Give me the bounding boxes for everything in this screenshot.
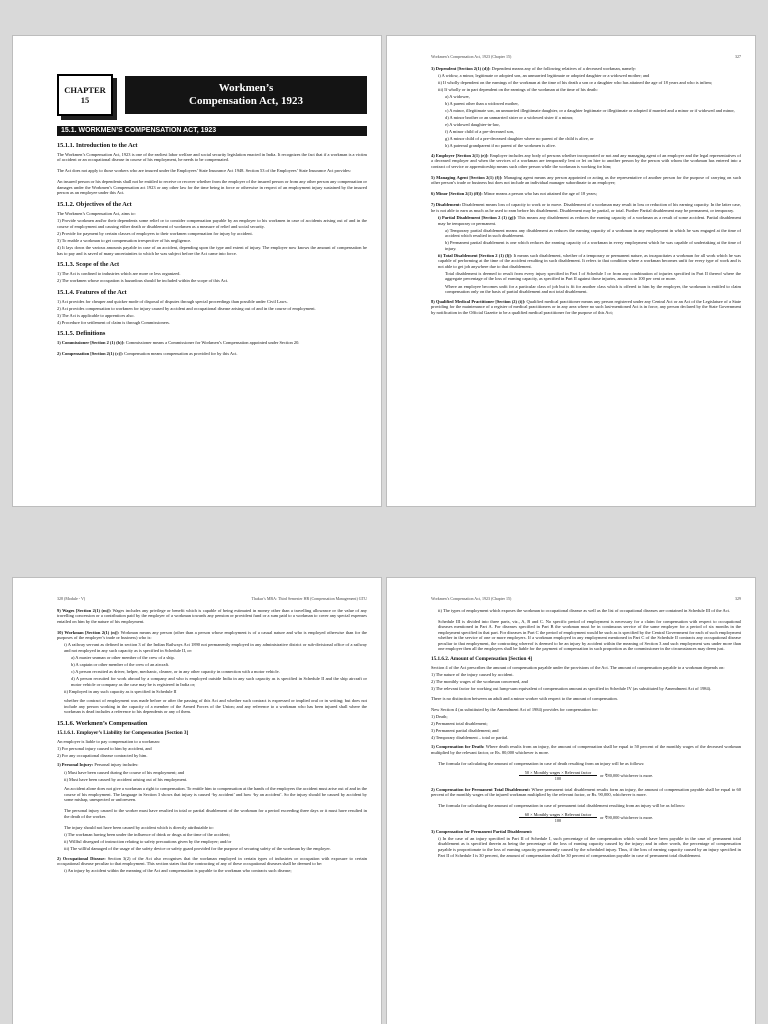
definition-text: Workman means any person (other than a person whose employment is of a casual nature and who is employed otherwise than for the purposes of the employer’s trade or business) who is: — [57, 629, 368, 641]
running-head-title: Workmen’s Compensation Act, 1923 (Chapter 15) — [431, 596, 512, 601]
paragraph: The Act does not apply to those workers who are insured under the Employees’ State Insurance Act 1948. Section 53 of the Employees’ State Insurance Act provides: — [57, 168, 351, 174]
running-head-title: Thakur’s MBA: Third Semester HR (Compensation Management) GTU — [251, 596, 367, 601]
page-number: 327 — [735, 54, 741, 59]
definition-text: Where permanent total disablement results form an injury, the amount of compensation payable shall be equal to 60 percent of the monthly wages of the injured workman multiplied by the relevant factor, or Rs. 90,000, whichever is more. — [431, 786, 741, 798]
definition-text: Compensation means compensation as provided for by this Act. — [123, 351, 238, 357]
ptd-formula — [431, 812, 741, 824]
definition-text: Managing agent means any person appointed or acting as the representative of another person for the purpose of carrying on such other person’s trade or business but does not include an individual manager subordinate to an employer; — [431, 174, 742, 186]
list-item: 2) For any occupational disease contracted by him. — [57, 752, 148, 758]
list-item: 2) Provide for payment by certain classes of employers to their workmen compensation for injury by accident. — [57, 230, 253, 236]
list-item: 2) The workmen whose occupation is hazardous should be included within the scope of this Act. — [57, 278, 229, 284]
page-4 — [387, 578, 755, 1024]
page-1-content — [57, 74, 367, 363]
list-item: 1) Act provides for cheaper and quicker mode of disposal of disputes through special proceedings than possible under Civil Laws. — [57, 298, 288, 304]
formula-tail: or ₹90,000 whichever is more. — [600, 815, 654, 821]
list-item: d) A person recruited for work abroad by a company and who is employed outside India in any such capacity as is specified in Schedule II and the ship aircraft or motor vehicle or company as the case may be is registered in India or; — [71, 676, 367, 687]
formula-fraction — [519, 812, 597, 824]
list-item: i) A widow, a minor, legitimate or adopted son, an unmarried legitimate or adopted daughter or a widowed mother; and — [438, 72, 650, 78]
heading-objectives: 15.1.2. Objectives of the Act — [57, 201, 132, 209]
formula-tail: or ₹80,000 whichever is more. — [600, 772, 654, 778]
definition — [431, 191, 741, 197]
page-4-content — [431, 596, 741, 860]
list-item: b) A parent other than a widowed mother, — [445, 100, 519, 106]
list-item: e) A widowed daughter-in-law, — [445, 121, 500, 127]
paragraph: The personal injury caused to the worker must have resulted in total or partial disablement of the workman for a period exceeding three days or it must have resulted in the death of the worker. — [64, 808, 367, 819]
definition-term: 2) Occupational Disease: — [57, 855, 106, 861]
definition — [431, 175, 741, 186]
definition-text: Dependent means any of the following relatives of a deceased workman, namely: — [490, 65, 637, 71]
list-item: 1) Death; — [431, 713, 448, 719]
list-item: i) Must have been caused during the course of his employment; and — [64, 769, 185, 775]
list-item: i) An injury by accident within the meaning of the Act and compensation is payable to the workman who contracts such disease; — [64, 868, 292, 874]
definition-term: 8) Qualified Medical Practitioner [Section (2) (i)]: — [431, 298, 526, 304]
list-item: a) Temporary partial disablement means any disablement as reduces the earning capacity of a workman in any employment in which he was engaged at the time of accident which resulted in such disablement. — [445, 227, 741, 239]
list-item: c) A minor, illegitimate son, an unmarried illegitimate daughter, or a daughter legitimate or illegitimate or adopted if married and a minor or if widowed and minor, — [445, 107, 735, 113]
paragraph: The Workmen’s Compensation Act, 1923 is one of the earliest labor welfare and social security legislation enacted in India. It recognizes the fact that if a workman is a victim of accident or an occupational disease in course of his employment, he needs to be compensated. — [57, 151, 367, 163]
paragraph: Schedule III is divided into three parts, viz., A, B and C. No specific period of employment is necessary for a claim for compensation with respect to occupational diseases mentioned in Part A. For diseases specified in Part B the workman must be in continuous service of the same employer for a period of six months in the employment specified in that part. For diseases in Part C the period of employment would be such as is specified by the Central Government for each of such employment whether in the service of one or more employers. If a workman employed in any employment mentioned in Part C of the Schedule II contracts any occupational disease peculiar to that employment, the contracting whereof is deemed to be an injury by accident within the meaning of Section 3 and such employment was under more than one employer then all the employers shall be liable for the payment of compensation in such proportion as the commissioner in the circumstances may deem just. — [438, 618, 741, 652]
chapter-title-line-1: Workmen’s — [218, 82, 274, 94]
list-item: 3) To enable a workman to get compensation irrespective of his negligence. — [57, 238, 192, 244]
definition — [431, 66, 741, 72]
list-item: 1) Provide workmen and/or their dependents some relief or to consider compensation payable by an employer to his workmen in case of accidents arising out of and in the course of employment and causing either death or disablement of workmen as a measure of relief and social security. — [57, 218, 367, 229]
list-item: f) A minor child of a pre-deceased son, — [445, 128, 515, 134]
definition — [57, 762, 367, 768]
page-2 — [387, 36, 755, 506]
list-intro: New Section 4 (as substituted by the Amendment Act of 1984) provides for compensation for: — [431, 706, 599, 712]
running-header — [431, 596, 741, 602]
list-intro: The injury should not have been caused by accident which is directly attributable to: — [64, 824, 214, 830]
list-item: iii) If wholly or in part dependent on the earnings of the workman at the time of his death: — [438, 86, 598, 92]
paragraph: An insured person or his dependents shall not be entitled to receive or recover whether from the employer of the insured person or from any other person any compensation or damages under the Workmen’s Compensation act 1923 or any other law for the time being in force or otherwise in respect of an employment injury sustained by the insured person as an employee under this Act. — [57, 179, 367, 196]
definition-text: Employer includes any body of persons whether incorporated or not and any managing agent of an employer and the legal representatives of a deceased employer and when the services of a workman are temporarily lent or let on hire to another person by the person with whom the workman has entered into a contract of service or apprenticeship means such other person while the workman is working for him; — [431, 152, 741, 169]
definition-text: Where death results from an injury, the amount of compensation shall be equal to 50 percent of the monthly wages of the deceased workman multiplied by the relevant factor, or Rs. 80,000 whichever is more. — [431, 744, 741, 755]
list-item: ii) Willful disregard of instruction relating to safety precautions given by the employer; and/or — [64, 838, 232, 844]
list-item: ii) Must have been caused by accident arising out of his employment. — [64, 776, 188, 782]
definition-term: 9) Wages [Section 2(1) (m)]: — [57, 607, 112, 613]
list-item: b) A captain or other member of the crew of an aircraft. — [71, 661, 170, 667]
definition-term: ii) Total Disablement [Section 2 (1) (l)]: — [438, 252, 513, 258]
definition — [57, 351, 367, 357]
heading-workmens-compensation: 15.1.6. Workmen’s Compensation — [57, 720, 148, 728]
list-item: 2) The monthly wages of the workman concerned, and — [431, 679, 528, 685]
definition-term: 5) Managing Agent [Section 2(1) (f)]: — [431, 174, 503, 180]
page-2-content — [431, 54, 741, 321]
list-item: 4) Temporary disablement – total or partial. — [431, 734, 509, 740]
paragraph: Where an employee becomes unfit for a particular class of job but is fit for another class which is offered to him by the employer, the workman is entitled to claim compensation only on the basis of partial disablement and not total disablement. — [445, 283, 741, 295]
definition-term: 7) Disablement: — [431, 202, 461, 208]
definition — [431, 153, 741, 170]
list-item: iii) The willful damaged of the usage of the safety device or safety guard provided for the purpose of securing safety of the workman by the employer. — [64, 846, 331, 851]
definition-term: 3) Dependent [Section 2(1) (d)]: — [431, 65, 491, 71]
definition — [431, 202, 741, 213]
definition-term: 1) Commissioner [Section 2 (1) (b)]: — [57, 340, 125, 346]
heading-scope: 15.1.3. Scope of the Act — [57, 261, 120, 269]
chapter-number: 15 — [80, 95, 90, 105]
definition-term — [431, 829, 741, 835]
list-item: 2) Permanent total disablement; — [431, 720, 488, 726]
list-item: 3) The relevant factor for working out lump-sum equivalent of compensation amount as specified in Schedule IV (as substituted by Amendment Act of 1984). — [431, 686, 712, 692]
sub-definition — [431, 253, 741, 270]
definition — [57, 630, 367, 641]
definition-text: Wages includes any privilege or benefit which is capable of being estimated in money other than a travelling allowance or the value of any travelling concession or a contribution paid by the employer of a workman towards any pension or provident fund or a sum paid to a workman to cover any special expenses entailed on him by the nature of his employment. — [57, 607, 367, 624]
page-3-content — [57, 596, 367, 875]
list-item: g) A minor child of a pre-deceased daughter where no parent of the child is alive, or — [445, 136, 594, 142]
formula-numerator: 60 × Monthly wages × Relevant factor — [519, 812, 597, 819]
heading-employer-liability: 15.1.6.1. Employer’s Liability for Compensation [Section 3] — [57, 730, 189, 737]
section-heading-bar: 15.1. WORKMEN’S COMPENSATION ACT, 1923 — [57, 126, 367, 136]
list-item: c) A person recruited as driver, helper, mechanic, cleaner, or in any other capacity in connection with a motor vehicle. — [71, 668, 280, 674]
list-item: 1) The Act is confined to industries which are more or less organized. — [57, 271, 181, 277]
list-item: i) The workman having been under the influence of drink or drugs at the time of the accident; — [64, 831, 230, 837]
chapter-badge — [57, 74, 113, 116]
definition-text: This means any disablement as reduces the earning capacity of a workman as a result of some accident. Partial disablement may be temporary or permanent. — [438, 214, 741, 226]
page-number: 328 (Module - V) — [57, 596, 86, 601]
list-item: 2) Act provides compensation to workmen for injury caused by accident and occupational disease arising out of and in the course of employment. — [57, 305, 316, 311]
definition-term: 4) Employer [Section 2(1) (e)]: — [431, 152, 489, 158]
list-item: 1) For personal injury caused to him by accident, and — [57, 745, 152, 751]
heading-definitions: 15.1.5. Definitions — [57, 330, 106, 338]
list-item: a) A master seaman or other member of the crew of a ship. — [71, 654, 175, 660]
list-item: b) Permanent partial disablement is one which reduces the earning capacity of a workman in every employment which he was capable of undertaking at the time of injury. — [445, 240, 741, 251]
formula-numerator: 50 × Monthly wages × Relevant factor — [519, 770, 597, 777]
paragraph: There is no distinction between an adult and a minor worker with respect to the amount of compensation. — [431, 695, 618, 701]
chapter-label: CHAPTER — [64, 85, 106, 95]
definition-text: Commissioner means a Commissioner for Workmen’s Compensation appointed under Section 20. — [124, 340, 300, 346]
definition-text: It means such disablement, whether of a temporary or permanent nature, as incapacitates a workman for all work which he was capable of performing at the time of the accident resulting in such disablement. It refers to that condition where a workman becomes unfit for every type of work and is not able to get job anywhere due to that disablement. — [438, 252, 741, 269]
list-intro: The Workmen’s Compensation Act, aims to: — [57, 211, 136, 217]
sub-definition — [431, 215, 741, 226]
definition — [431, 299, 741, 316]
chapter-header — [57, 74, 367, 116]
definition-text: Qualified medical practitioner means any person registered under any Central Act or an Act of the Legislature of a State providing for the maintenance of a register of medical practitioners or in any area where no such last-mentioned Act is in force, any person declared by the State Government by notification in the Official Gazette to be a qualified medical practitioner for the purpose of this Act; — [431, 298, 741, 315]
page-number: 329 — [735, 596, 741, 601]
definition-term: 1) Personal Injury: — [57, 762, 94, 768]
death-formula — [431, 770, 741, 782]
page-1 — [13, 36, 381, 506]
definition-term: 1) Compensation for Death: — [431, 744, 485, 750]
definition — [431, 744, 741, 755]
list-item: ii) The types of employment which exposes the workman to occupational disease as well as the list of occupational diseases are contained in Schedule III of the Act. — [438, 607, 730, 613]
running-header — [431, 54, 741, 60]
list-intro: An employer is liable to pay compensation to a workman: — [57, 738, 160, 744]
definition-term-text: 3) Compensation for Permanent Partial Disablement: — [431, 828, 533, 834]
paragraph: whether the contract of employment was made before or after the passing of this Act and whether such contract is expressed or implied oral or in writing; but does not include any person working in the capacity of a member of the Armed Forces of the Union; and any reference to a workman who has been injured shall where the workman is dead includes a reference to his dependents or any of them. — [64, 698, 367, 715]
chapter-title-line-2: Compensation Act, 1923 — [189, 95, 303, 107]
heading-features: 15.1.4. Features of the Act — [57, 288, 127, 296]
formula-fraction — [519, 770, 597, 782]
paragraph: Total disablement is deemed to result from every injury specified in Part I of Schedule I or from any combination of injuries specified in Part II thereof where the aggregate percentage of the loss of earning capacity, as specified in Part II against those injuries, amounts to 100 per cent or more. — [445, 270, 741, 282]
paragraph: The formula for calculating the amount of compensation in case of death resulting from an injury will be as follows: — [438, 760, 645, 766]
running-header — [57, 596, 367, 602]
definition — [57, 608, 367, 625]
heading-amount-of-compensation: 15.1.6.2. Amount of Compensation [Section 4] — [431, 656, 533, 663]
definition-term: 2) Compensation for Permanent Total Disablement: — [431, 786, 531, 792]
definition — [431, 787, 741, 798]
definition-term: i) Partial Disablement [Section 2 (1) (g)]: — [438, 214, 517, 220]
formula-row — [519, 770, 654, 782]
formula-denominator: 100 — [554, 776, 562, 782]
definition-text: Personal injury includes: — [93, 762, 139, 768]
list-item: a) A widower, — [445, 93, 470, 99]
list-item: 4) It lays down the various amounts payable in case of an accident, depending upon the type and extent of injury. The employer now knows the amount of compensation he has to pay and is saved of many uncertainties to which he was subject before the Act came into force. — [57, 245, 367, 256]
definition-text: Section 3(2) of the Act also recognises that the workman employed in certain types of industries or occupation with exposure to certain occupational disease peculiar to that employment. This section states that the contracting of any of these occupational diseases shall be deemed to be: — [57, 855, 367, 867]
definition-term: 2) Compensation [Section 2(1) (c)]: — [57, 351, 124, 357]
chapter-title — [125, 76, 367, 114]
definition-term: 10) Workman [Section 2(1) (n)]: — [57, 629, 120, 635]
definition-term: 6) Minor [Section 2(1) (ff)]: — [431, 191, 483, 197]
list-item: 3) Permanent partial disablement; and — [431, 727, 499, 733]
list-item: i) A railway servant as defined in section 3 of the Indian Railways Act 1890 not permanently employed in any administrative district or sub-divisional office of a railway and not employed in any such capacity as is specified in Schedule II, or: — [64, 642, 367, 653]
list-item: ii) If wholly dependent on the earnings of the workman at the time of his death a son or a daughter who has attained the age of 18 years and who is infirm; — [438, 79, 713, 85]
heading-introduction: 15.1.1. Introduction to the Act — [57, 141, 138, 149]
definition — [57, 856, 367, 867]
paragraph: Section 4 of the Act prescribes the amount of compensation payable under the provisions of the Act. The amount of compensation payable to a workman depends on: — [431, 664, 725, 670]
paragraph: The formula for calculating the amount of compensation in case of permanent total disablement resulting from an injury will be as follows: — [438, 803, 686, 809]
list-item: 3) The Act is applicable to apprentices also. — [57, 312, 135, 318]
definition — [57, 340, 367, 346]
running-head-title: Workmen’s Compensation Act, 1923 (Chapter 15) — [431, 54, 512, 59]
formula-denominator: 100 — [554, 818, 562, 824]
formula-row — [519, 812, 654, 824]
definition-text: Disablement means loss of capacity to work or to move. Disablement of a workman may result in loss or reduction of his earning capacity. In the latter case, he is not able to earn as much as he used to earn before his disablement. Disablement may be partial, or total. Further Partial disablement may be permanent, or temporary. — [431, 202, 742, 213]
list-item: i) In the case of an injury specified in Part II of Schedule I, such percentage of the compensation which would have been payable in the case of permanent total disablement as is specified therein as being the percentage of the loss of earning capacity caused by the injury; and in other words, the percentage of compensation payable is proportionate to the loss of earning capacity permanently caused by the scheduled injury. Thus, if the loss of earning capacity caused by an injury specified in Part II of Schedule I is 30 percent, the amount of compensation shall be 30 percent of compensation payable in case of permanent total disablement. — [438, 835, 741, 858]
list-item: d) A minor brother or an unmarried sister or a widowed sister if a minor, — [445, 114, 574, 120]
paragraph: An accident alone does not give a workman a right to compensation. To entitle him to compensation at the hands of the employers the accident must arise out of and in the course of his employment. The language in Section 3 shows that injury is caused ‘by accident’ and how ‘by an accident’. So the injury should be caused by accident by some mishap, unexpected or unforeseen. — [64, 786, 368, 803]
list-item: h) A paternal grandparent if no parent of the workmen is alive. — [445, 143, 556, 149]
definition-text: Minor means a person who has not attained the age of 18 years; — [482, 191, 597, 197]
list-item: 4) Procedure for settlement of claim is through Commissioners. — [57, 319, 171, 325]
page-3 — [13, 578, 381, 1024]
list-item: 1) The nature of the injury caused by accident. — [431, 671, 514, 677]
list-item: ii) Employed in any such capacity as is specified in Schedule II — [64, 688, 177, 694]
